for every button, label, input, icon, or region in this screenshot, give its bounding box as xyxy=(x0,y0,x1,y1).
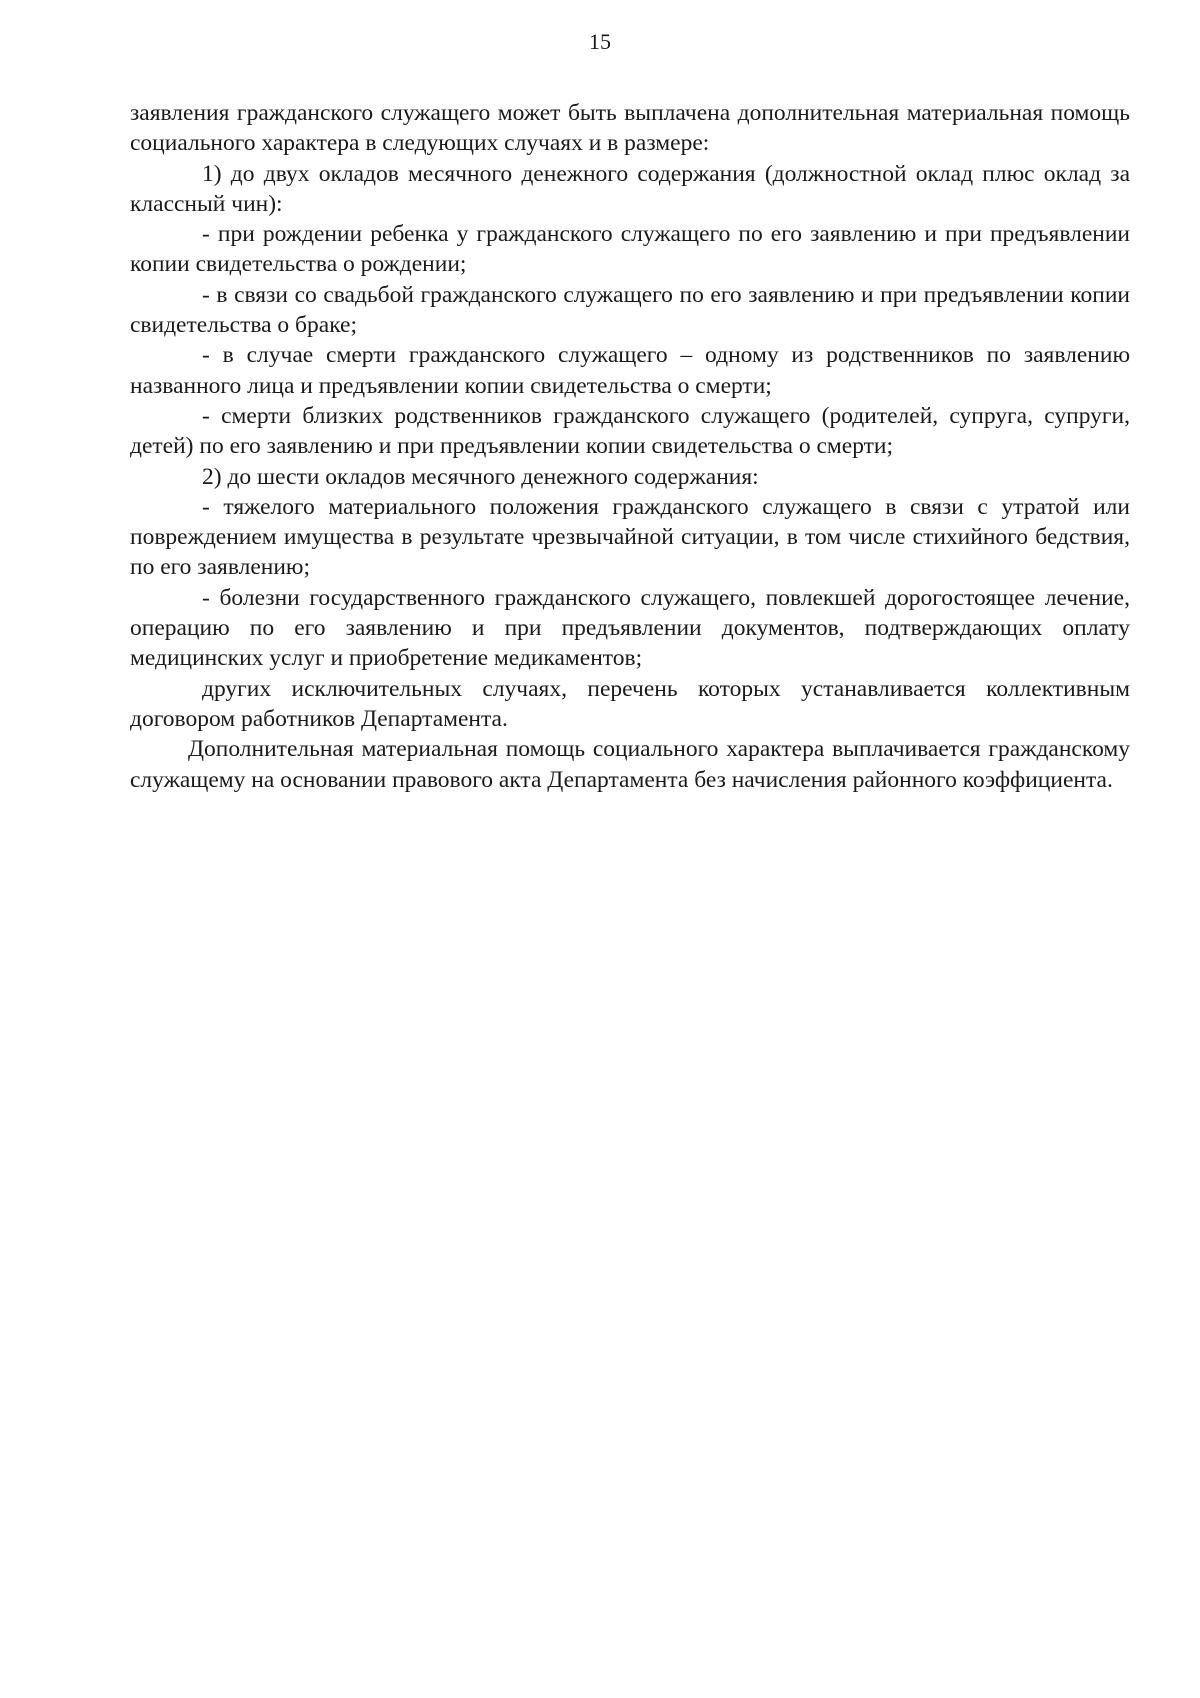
list-item: другиx исключительных случаях, перечень которых устанавливается коллективным договором работников Департамента. xyxy=(130,675,1130,732)
document-body xyxy=(130,98,1130,795)
list-item: - в связи со свадьбой гражданского служащего по его заявлению и при предъявлении копии свидетельства о браке; xyxy=(130,281,1130,339)
list-item: - при рождении ребенка у гражданского служащего по его заявлению и при предъявлении копии свидетельства о рождении; xyxy=(130,221,1130,278)
paragraph: 1) до двух окладов месячного денежного содержания (должностной оклад плюс оклад за классный чин): xyxy=(130,160,1130,217)
paragraph: 2) до шести окладов месячного денежного содержания: xyxy=(202,463,759,490)
page-number: 15 xyxy=(589,29,611,54)
list-item: - смерти близких родственников гражданского служащего (родителей, супруга, супруги, детей) по его заявлению и при предъявлении копии свидетельства о смерти; xyxy=(130,402,1130,460)
paragraph: заявления гражданского служащего может быть выплачена дополнительная материальная помощь социального характера в следующих случаях и в размере: xyxy=(130,100,1130,157)
paragraph: Дополнительная материальная помощь социального характера выплачивается гражданскому служащему на основании правового акта Департамента без начисления районного коэффициента. xyxy=(130,736,1130,793)
list-item: - тяжелого материального положения гражданского служащего в связи с утратой или повреждением имущества в результате чрезвычайной ситуации, в том числе стихийного бедствия, по его заявлению; xyxy=(130,493,1130,581)
list-item: - в случае смерти гражданского служащего – одному из родственников по заявлению названного лица и предъявлении копии свидетельства о смерти; xyxy=(130,342,1130,399)
list-item: - болезни государственного гражданского служащего, повлекшей дорогостоящее лечение, операцию по его заявлению и при предъявлении документов, подтверждающих оплату медицинских услуг и приобретение медикаментов; xyxy=(130,584,1130,672)
